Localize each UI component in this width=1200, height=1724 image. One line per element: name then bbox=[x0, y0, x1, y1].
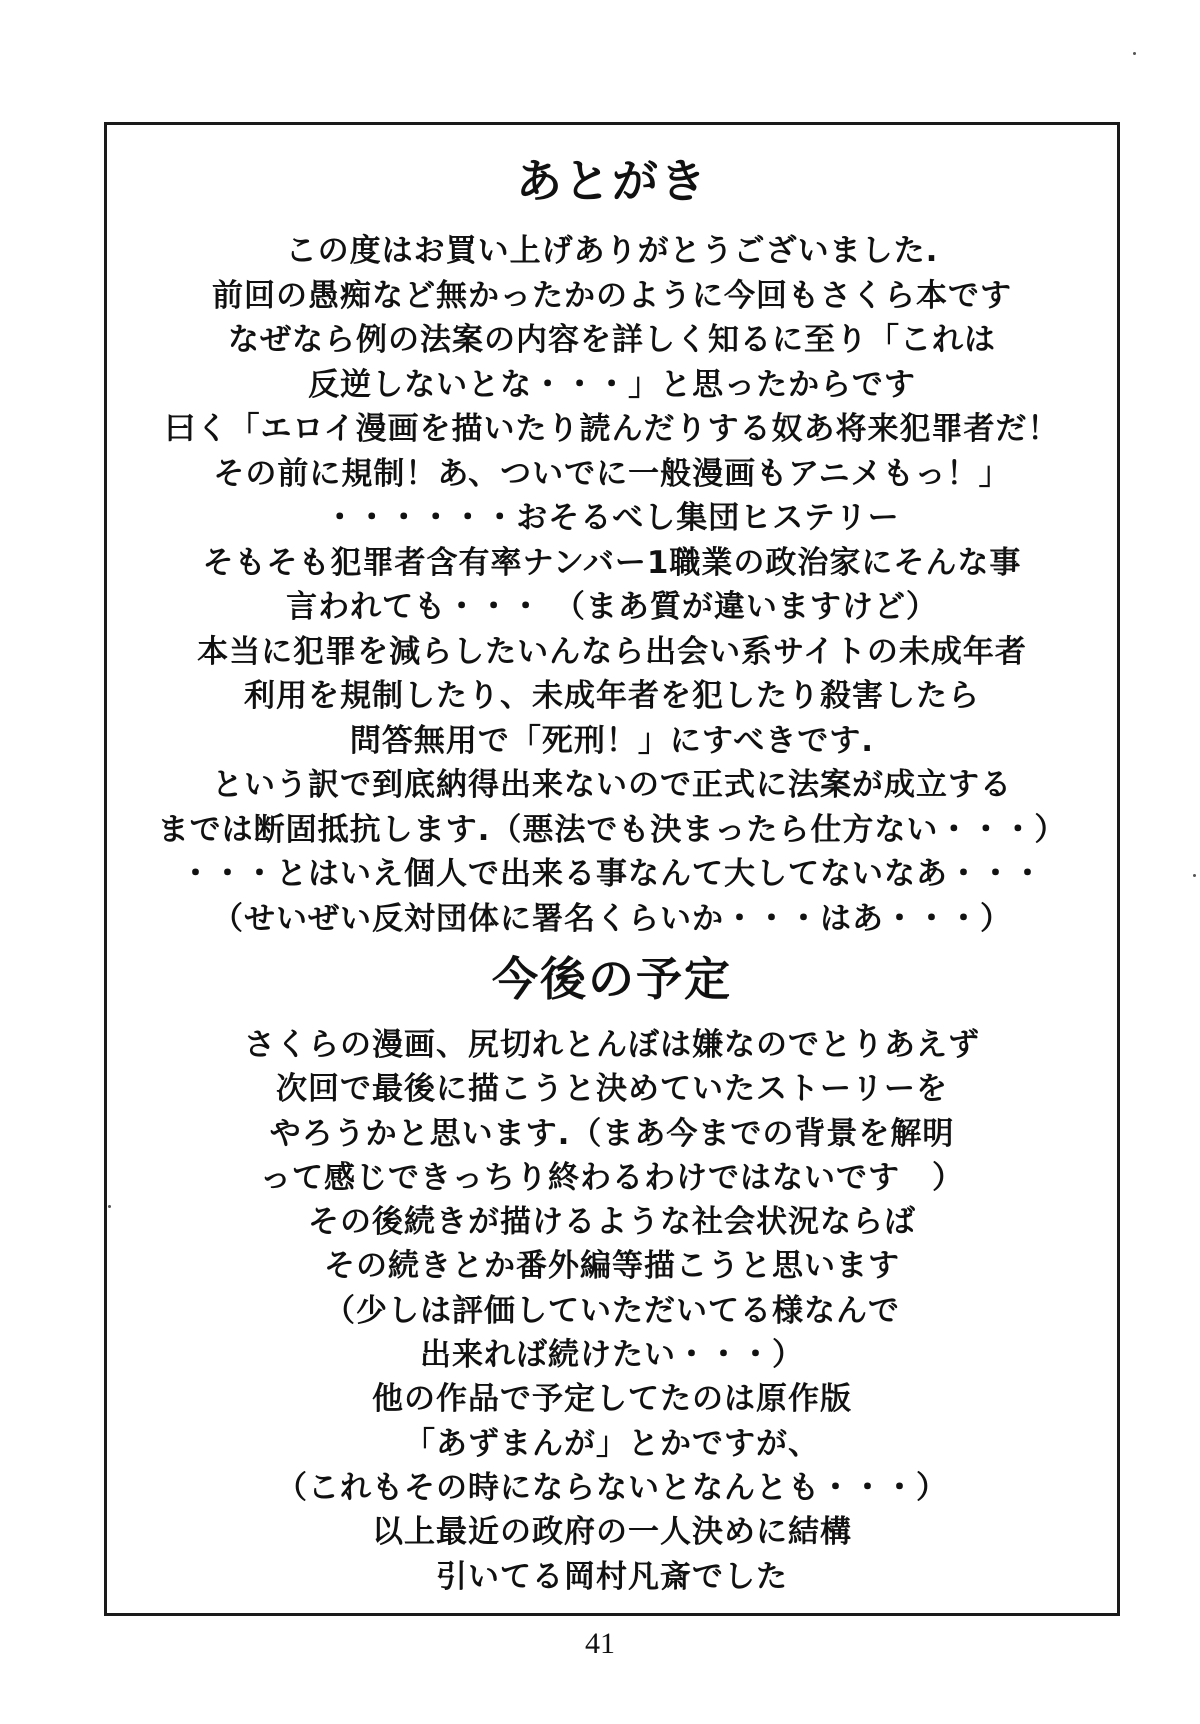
schedule-line: （少しは評価していただいてる様なんで bbox=[324, 1292, 900, 1329]
afterword-line: 反逆しないとな・・・」と思ったからです bbox=[308, 366, 916, 403]
afterword-line: ・・・とはいえ個人で出来る事なんて大してないなあ・・・ bbox=[180, 856, 1044, 892]
afterword-line: 前回の愚痴など無かったかのように今回もさくら本です bbox=[212, 277, 1012, 314]
schedule-line: 引いてる岡村凡斎でした bbox=[436, 1558, 788, 1595]
scan-speck bbox=[1193, 874, 1196, 877]
afterword-line: その前に規制！あ、ついでに一般漫画もアニメもっ！」 bbox=[213, 455, 1011, 492]
schedule-line: その続きとか番外編等描こうと思います bbox=[324, 1248, 900, 1285]
afterword-body bbox=[107, 229, 1117, 941]
afterword-line: 曰く「エロイ漫画を描いたり読んだりする奴あ将来犯罪者だ！ bbox=[164, 411, 1060, 447]
schedule-line: 他の作品で予定してたのは原作版 bbox=[372, 1381, 852, 1418]
afterword-line: 利用を規制したり、未成年者を犯したり殺害したら bbox=[244, 678, 980, 714]
schedule-line: 以上最近の政府の一人決めに結構 bbox=[372, 1514, 852, 1551]
afterword-heading: あとがき bbox=[516, 154, 708, 208]
afterword-line: までは断固抵抗します.（悪法でも決まったら仕方ない・・・） bbox=[157, 811, 1067, 848]
afterword-line: 言われても・・・ （まあ質が違いますけど） bbox=[286, 589, 938, 625]
schedule-line: 出来れば続けたい・・・） bbox=[420, 1337, 804, 1374]
scan-speck bbox=[108, 1205, 111, 1208]
afterword-line: 本当に犯罪を減らしたいんなら出会い系サイトの未成年者 bbox=[197, 633, 1027, 670]
schedule-line: 次回で最後に描こうと決めていたストーリーを bbox=[276, 1071, 948, 1108]
afterword-line: ・・・・・・おそるべし集団ヒステリー bbox=[324, 500, 900, 536]
afterword-line: この度はお買い上げありがとうございました. bbox=[285, 233, 939, 269]
schedule-body bbox=[107, 1023, 1117, 1599]
afterword-line: なぜなら例の法案の内容を詳しく知るに至り「これは bbox=[228, 322, 996, 358]
afterword-line: という訳で到底納得出来ないので正式に法案が成立する bbox=[212, 767, 1012, 803]
schedule-heading: 今後の予定 bbox=[492, 952, 732, 1006]
schedule-line: （これもその時にならないとなんとも・・・） bbox=[276, 1469, 948, 1506]
scan-speck bbox=[1133, 52, 1136, 55]
page-border-frame bbox=[104, 122, 1120, 1616]
schedule-line: その後続きが描けるような社会状況ならば bbox=[308, 1204, 916, 1241]
page-number: 41 bbox=[585, 1627, 615, 1660]
afterword-line: 問答無用で「死刑！」にすべきです. bbox=[349, 722, 875, 759]
afterword-line: そもそも犯罪者含有率ナンバー1職業の政治家にそんな事 bbox=[202, 544, 1022, 581]
schedule-line: やろうかと思います.（まあ今までの背景を解明 bbox=[269, 1115, 955, 1152]
afterword-line: （せいぜい反対団体に署名くらいか・・・はあ・・・） bbox=[212, 900, 1012, 937]
schedule-line: 「あずまんが」とかですが、 bbox=[404, 1425, 820, 1462]
schedule-line: さくらの漫画、尻切れとんぼは嫌なのでとりあえず bbox=[244, 1027, 980, 1063]
schedule-line: って感じできっちり終わるわけではないです ） bbox=[260, 1159, 964, 1196]
